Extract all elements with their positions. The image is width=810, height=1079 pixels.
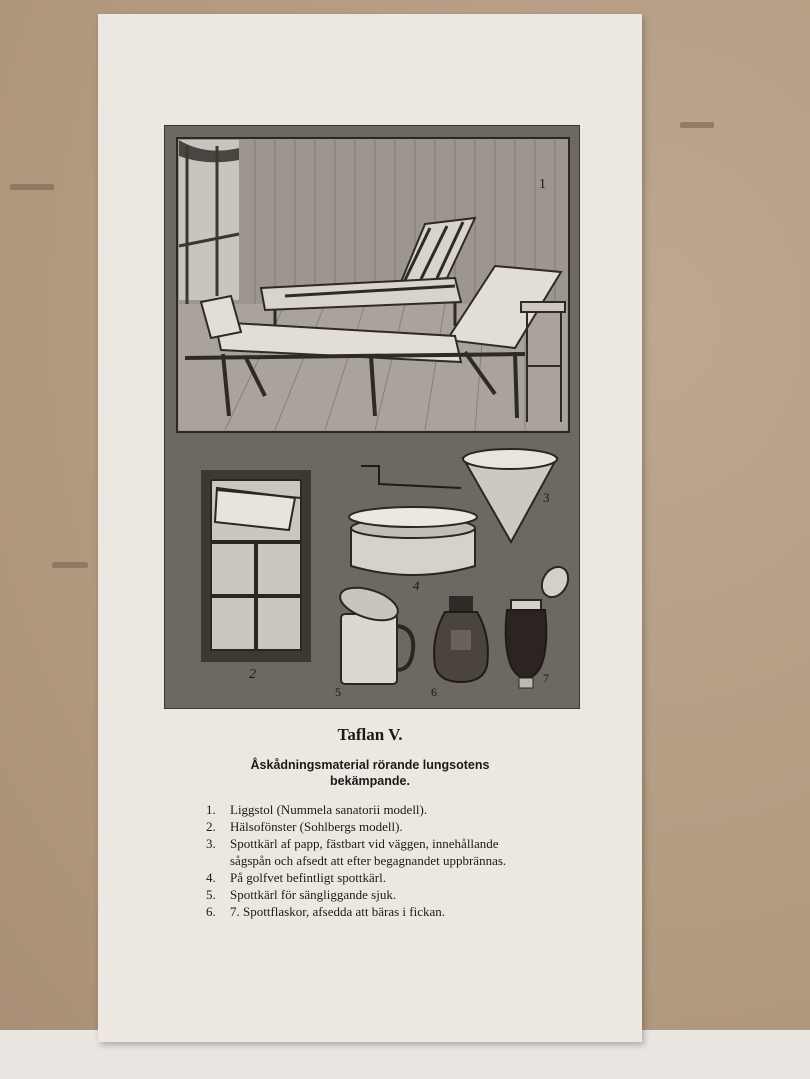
figure-label-2: 2 [249,667,256,682]
item-text: 7. Spottflaskor, afsedda att bäras i fickan. [230,904,445,919]
list-item [206,886,536,903]
figure-label-7: 7 [543,671,549,685]
caption-block [120,725,620,920]
illustration-svg [165,126,579,708]
figure-label-1: 1 [539,177,546,192]
wall-mark [10,184,54,190]
figure-1-reclining-chairs [177,138,569,432]
list-item [206,869,536,886]
item-text: Liggstol (Nummela sanatorii modell). [230,802,428,817]
item-number: 3. [206,836,216,851]
figure-5-bedside-spittoon [335,581,413,699]
figure-label-3: 3 [543,490,550,505]
figure-2-health-window [201,470,311,682]
list-item [206,818,536,835]
plate-subtitle: Åskådningsmaterial rörande lungsotens bekämpande. [250,758,490,788]
wall-mark [52,562,88,568]
item-number: 4. [206,870,216,885]
wall-mark [680,122,714,128]
item-text: Spottkärl af papp, fästbart vid väggen, innehållande sågspån och afsedt att efter begagnandet uppbrännas. [230,836,507,868]
figure-6-pocket-flask [431,596,488,699]
legend-list [206,801,536,920]
figure-7-pocket-flask-open [506,562,574,688]
item-number: 1. [206,802,216,817]
item-text: Spottkärl för sängliggande sjuk. [230,887,397,902]
plate-title: Taflan V. [337,725,403,744]
item-text: Hälsofönster (Sohlbergs modell). [230,819,403,834]
item-number: 2. [206,819,216,834]
list-item [206,835,536,869]
illustration-plate [164,125,580,709]
figure-label-6: 6 [431,685,437,699]
list-item [206,903,536,920]
item-number: 5. [206,887,216,902]
list-item [206,801,536,818]
figure-label-4: 4 [413,578,420,593]
item-text: På golfvet befintligt spottkärl. [230,870,386,885]
figure-4-floor-spittoon [349,507,477,593]
figure-label-5: 5 [335,685,341,699]
item-number: 6. [206,904,216,919]
